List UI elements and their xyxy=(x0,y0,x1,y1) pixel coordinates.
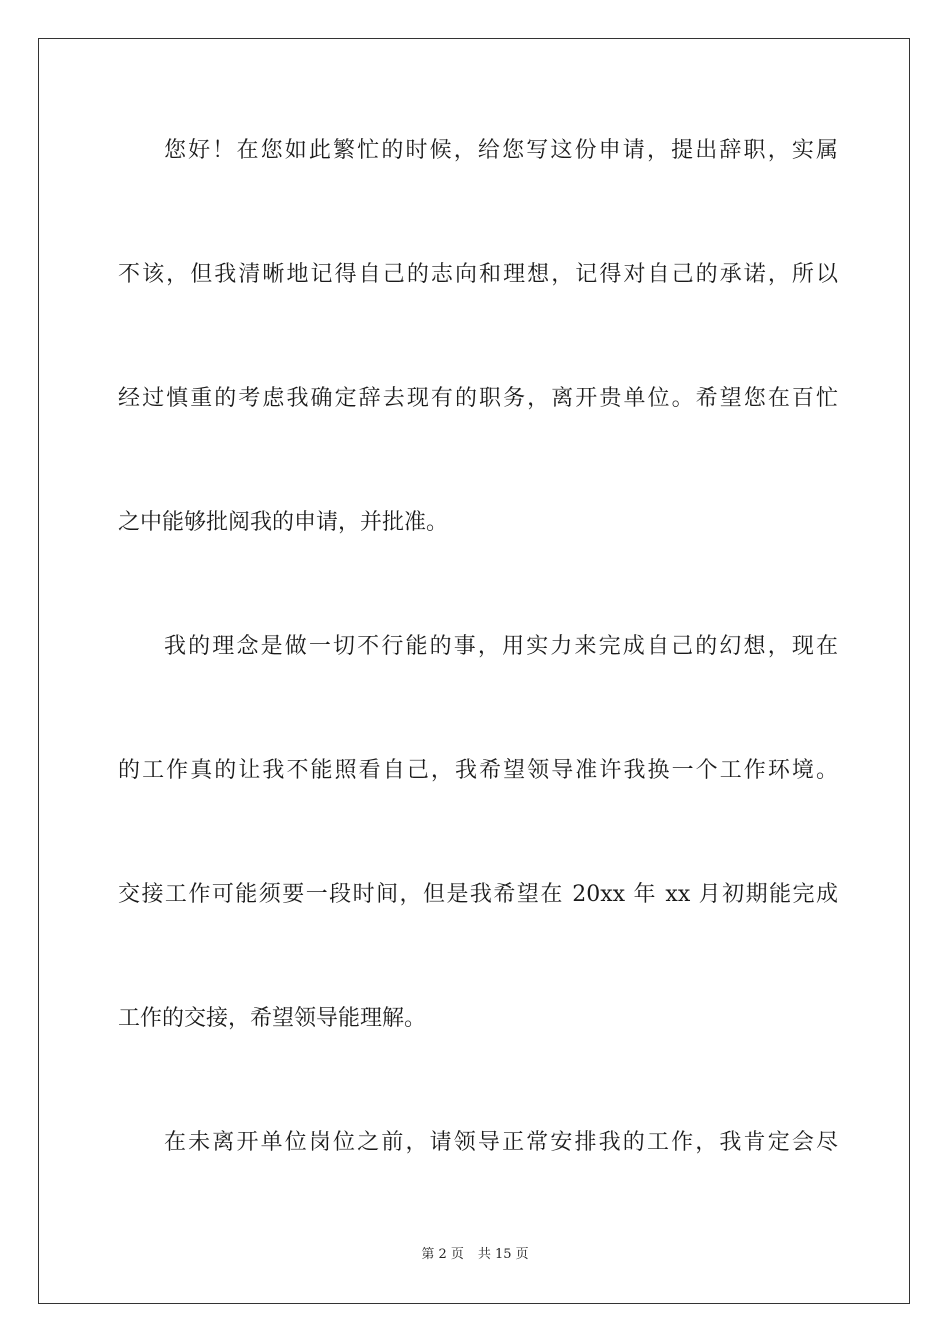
paragraph-3-line-1: 在未离开单位岗位之前，请领导正常安排我的工作，我肯定会尽 xyxy=(164,1130,838,1155)
paragraph-1-line-1: 您好！在您如此繁忙的时候，给您写这份申请，提出辞职，实属 xyxy=(164,138,838,163)
page-number: 第 2 页 xyxy=(421,1247,464,1262)
page-total: 共 15 页 xyxy=(477,1247,529,1262)
paragraph-1-line-4: 之中能够批阅我的申请，并批准。 xyxy=(118,510,449,535)
paragraph-2-line-4: 工作的交接，希望领导能理解。 xyxy=(118,1006,427,1031)
paragraph-1-line-3: 经过慎重的考虑我确定辞去现有的职务，离开贵单位。希望您在百忙 xyxy=(118,386,838,411)
paragraph-2-line-2: 的工作真的让我不能照看自己，我希望领导准许我换一个工作环境。 xyxy=(118,758,838,783)
paragraph-2-line-3: 交接工作可能须要一段时间，但是我希望在 20xx 年 xx 月初期能完成 xyxy=(118,882,838,907)
paragraph-1-line-2: 不该，但我清晰地记得自己的志向和理想，记得对自己的承诺，所以 xyxy=(118,262,838,287)
page-footer xyxy=(0,1246,950,1264)
paragraph-2-line-1: 我的理念是做一切不行能的事，用实力来完成自己的幻想，现在 xyxy=(164,634,838,659)
page-border xyxy=(38,38,910,1304)
